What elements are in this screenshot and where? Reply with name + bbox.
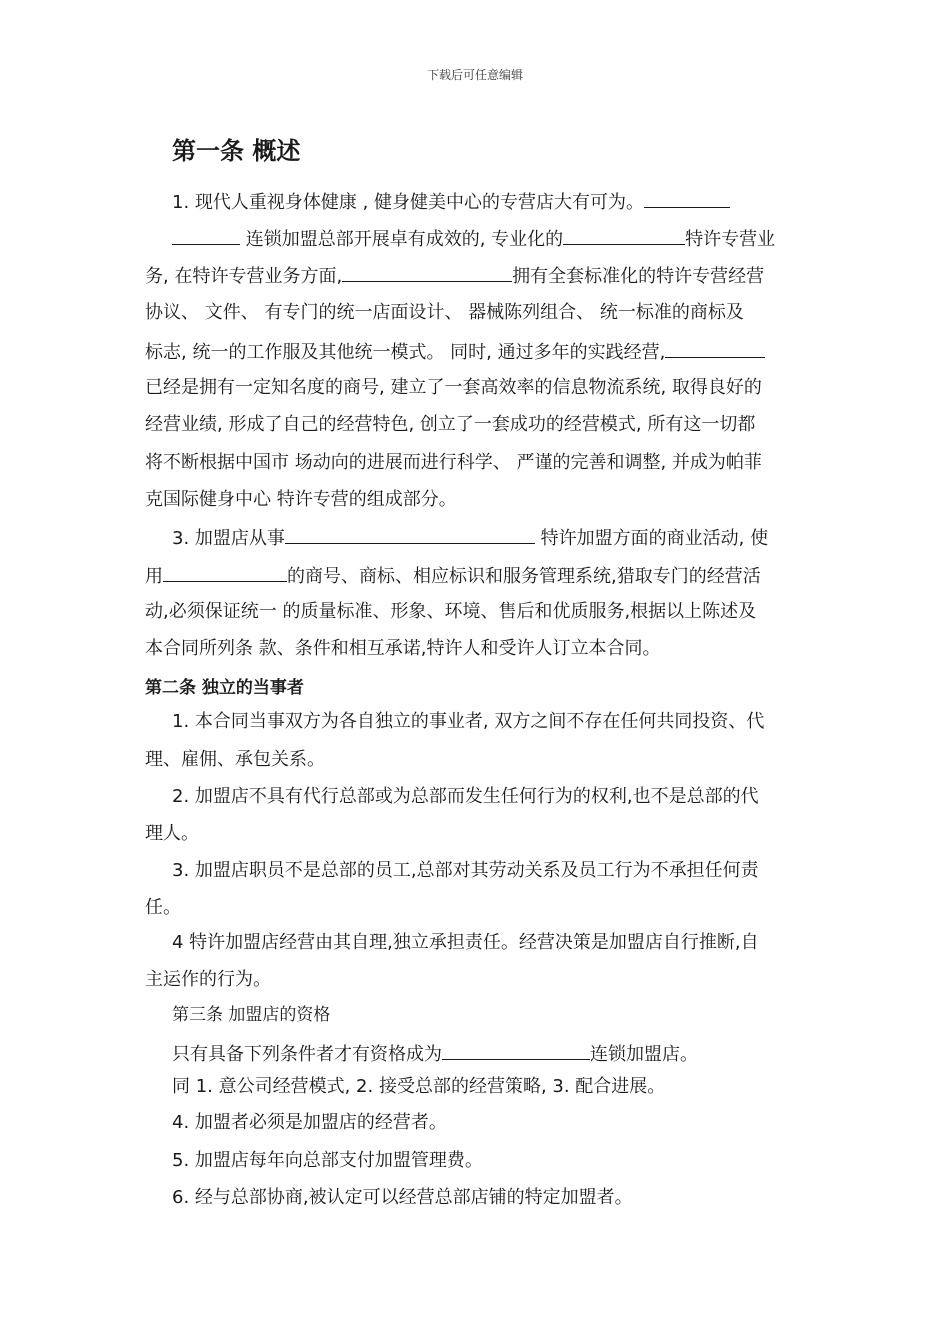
article-1-line-5: 标志, 统一的工作服及其他统一模式。 同时, 通过多年的实践经营, xyxy=(145,338,810,366)
fill-blank[interactable] xyxy=(665,338,765,358)
fill-blank[interactable] xyxy=(644,188,730,208)
article-1-title: 第一条 概述 xyxy=(172,137,301,165)
article-2-line-6: 任。 xyxy=(145,897,181,918)
article-3-item: 5. 加盟店每年向总部支付加盟管理费。 xyxy=(172,1150,483,1171)
article-3-title: 第三条 加盟店的资格 xyxy=(172,1005,331,1025)
article-1-line-9: 克国际健身中心 特许专营的组成部分。 xyxy=(145,489,457,510)
article-3-intro: 只有具备下列条件者才有资格成为 连锁加盟店。 xyxy=(172,1040,837,1068)
article-2-title: 第二条 独立的当事者 xyxy=(145,678,304,698)
article-1-line-3: 务, 在特许专营业务方面, 拥有全套标准化的特许专营经营 xyxy=(145,262,810,290)
article-1-line-13: 本合同所列条 款、条件和相互承诺,特许人和受许人订立本合同。 xyxy=(145,638,661,659)
article-1-line-10: 3. 加盟店从事 特许加盟方面的商业活动, 使 xyxy=(172,524,837,552)
fill-blank[interactable] xyxy=(342,262,512,282)
article-2-line-7: 4 特许加盟店经营由其自理,独立承担责任。经营决策是加盟店自行推断,自 xyxy=(172,932,759,953)
article-1-line-6: 已经是拥有一定知名度的商号, 建立了一套高效率的信息物流系统, 取得良好的 xyxy=(145,377,762,398)
fill-blank[interactable] xyxy=(172,225,240,245)
article-2-line-3: 2. 加盟店不具有代行总部或为总部而发生任何行为的权利,也不是总部的代 xyxy=(172,786,759,807)
article-1-line-4: 协议、 文件、 有专门的统一店面设计、 器械陈列组合、 统一标准的商标及 xyxy=(145,302,744,323)
fill-blank[interactable] xyxy=(442,1040,590,1060)
page-header-note: 下载后可任意编辑 xyxy=(426,68,523,82)
fill-blank[interactable] xyxy=(163,562,287,582)
article-1-line-1: 1. 现代人重视身体健康 , 健身健美中心的专营店大有可为。 xyxy=(172,188,837,216)
article-1-line-7: 经营业绩, 形成了自己的经营特色, 创立了一套成功的经营模式, 所有这一切都 xyxy=(145,414,756,435)
article-2-line-4: 理人。 xyxy=(145,823,199,844)
fill-blank[interactable] xyxy=(285,524,535,544)
article-1-line-11: 用 的商号、商标、相应标识和服务管理系统,猎取专门的经营活 xyxy=(145,562,810,590)
article-3-item: 4. 加盟者必须是加盟店的经营者。 xyxy=(172,1112,447,1133)
article-3-item: 6. 经与总部协商,被认定可以经营总部店铺的特定加盟者。 xyxy=(172,1187,633,1208)
article-2-line-5: 3. 加盟店职员不是总部的员工,总部对其劳动关系及员工行为不承担任何责 xyxy=(172,860,759,881)
article-1-line-2: 连锁加盟总部开展卓有成效的, 专业化的 特许专营业 xyxy=(172,225,837,253)
article-2-line-2: 理、雇佣、承包关系。 xyxy=(145,749,325,770)
fill-blank[interactable] xyxy=(563,225,685,245)
article-1-line-8: 将不断根据中国市 场动向的进展而进行科学、 严谨的完善和调整, 并成为帕菲 xyxy=(145,452,762,473)
article-3-item: 同 1. 意公司经营模式, 2. 接受总部的经营策略, 3. 配合进展。 xyxy=(172,1076,666,1097)
article-1-line-12: 动,必须保证统一 的质量标准、形象、环境、售后和优质服务,根据以上陈述及 xyxy=(145,601,757,622)
article-2-line-8: 主运作的行为。 xyxy=(145,969,271,990)
article-2-line-1: 1. 本合同当事双方为各自独立的事业者, 双方之间不存在任何共同投资、代 xyxy=(172,711,765,732)
